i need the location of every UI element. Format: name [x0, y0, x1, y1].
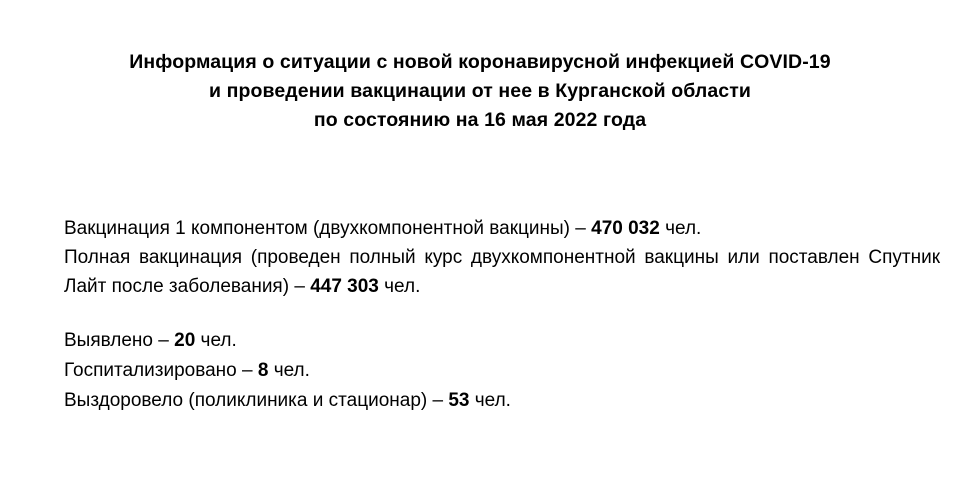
body-content — [64, 214, 940, 416]
stat-line-recovered — [64, 386, 940, 416]
stat-line-detected — [64, 326, 940, 356]
page-title — [0, 48, 960, 135]
stat-label-hospitalized: Госпитализировано – — [64, 360, 258, 381]
vaccination-one-component-line — [64, 214, 940, 243]
vaccination-full-unit: чел. — [378, 276, 421, 297]
vaccination-one-component-unit: чел. — [659, 218, 702, 239]
title-line-2: и проведении вакцинации от нее в Курганской области — [209, 80, 751, 102]
stat-unit-recovered: чел. — [469, 390, 511, 411]
vaccination-full-value: 447 303 — [310, 276, 379, 297]
stat-unit-hospitalized: чел. — [268, 360, 310, 381]
paragraph-spacer — [64, 301, 940, 326]
stat-label-recovered: Выздоровело (поликлиника и стационар) – — [64, 390, 449, 411]
vaccination-one-component-label: Вакцинация 1 компонентом (двухкомпонентной вакцины) – — [64, 218, 592, 239]
vaccination-one-component-value: 470 032 — [591, 218, 660, 239]
vaccination-full-line — [64, 243, 940, 301]
stat-value-hospitalized: 8 — [257, 360, 269, 381]
stat-value-recovered: 53 — [448, 390, 470, 411]
stat-value-detected: 20 — [174, 330, 196, 351]
stat-unit-detected: чел. — [195, 330, 237, 351]
title-line-1: Информация о ситуации с новой коронавирусной инфекцией COVID-19 — [129, 51, 831, 73]
stat-label-detected: Выявлено – — [64, 330, 175, 351]
title-line-3: по состоянию на 16 мая 2022 года — [313, 109, 647, 131]
stat-line-hospitalized — [64, 356, 940, 386]
vaccination-full-label: Полная вакцинация (проведен полный курс двухкомпонентной вакцины или поставлен Спутник Лайт после заболевания) – — [64, 247, 940, 297]
